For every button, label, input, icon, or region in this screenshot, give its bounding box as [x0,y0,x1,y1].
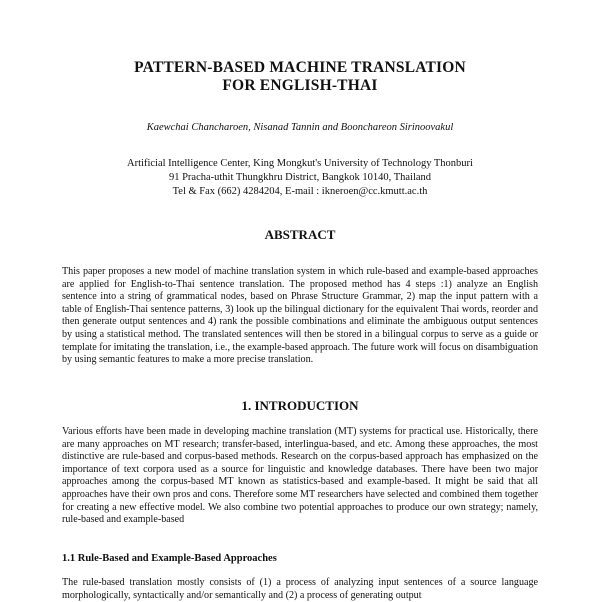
subsection-text: The rule-based translation mostly consists of (1) a process of analyzing input sentences of a source language morphologically, syntactically and/or semantically and (2) a process of generating output [62,577,538,601]
affiliation-line1: Artificial Intelligence Center, King Mongkut's University of Technology Thonburi [127,158,473,169]
affiliation-line2: 91 Pracha-uthit Thungkhru District, Bangkok 10140, Thailand [168,172,432,183]
authors: Kaewchai Chancharoen, Nisanad Tannin and Boonchareon Sirinoovakul [146,122,454,133]
abstract-text: This paper proposes a new model of machine translation system in which rule-based and example-based approaches are applied for English-to-Thai sentence translation. The proposed method has 4 steps :1) analyze an English sentence into a string of grammatical nodes, based on Phrase Structure Grammar, 2) map the input pattern with a table of English-Thai sentence patterns, 3) look up the bilingual dictionary for the equivalent Thai words, reorder and then generate output sentences and 4) rank the possible combinations and eliminate the ambiguous output sentences by using a statistical method. The translated sentences will then be stored in a bilingual corpus to serve as a guide or template for imitating the translation, i.e., the example-based approach. The future work will focus on disambiguation by using semantic features to make a more precise translation. [62,266,538,366]
paper-title-line2: FOR ENGLISH-THAI [222,77,378,94]
subsection-heading: 1.1 Rule-Based and Example-Based Approaches [62,553,277,564]
affiliation-line3: Tel & Fax (662) 4284204, E-mail : ikneroen@cc.kmutt.ac.th [172,186,428,197]
abstract-heading: ABSTRACT [264,227,336,242]
paper-title-line1: PATTERN-BASED MACHINE TRANSLATION [134,59,466,76]
introduction-heading: 1. INTRODUCTION [241,398,359,413]
introduction-text: Various efforts have been made in developing machine translation (MT) systems for practical use. Historically, there are many approaches on MT research; transfer-based, interlingua-based, and etc. Among these approaches, the most distinctive are rule-based and corpus-based methods. Research on the corpus-based approach has emphasized on the importance of text corpora used as a source for linguistic and knowledge databases. There have been two major approaches among the corpus-based MT known as statistics-based and example-based. It might be said that all approaches have their own pros and cons. Therefore some MT researchers have selected and combined them together for creating a new effective model. We also combine two potential approaches to produce our own strategy; namely, rule-based and example-based [62,426,538,526]
